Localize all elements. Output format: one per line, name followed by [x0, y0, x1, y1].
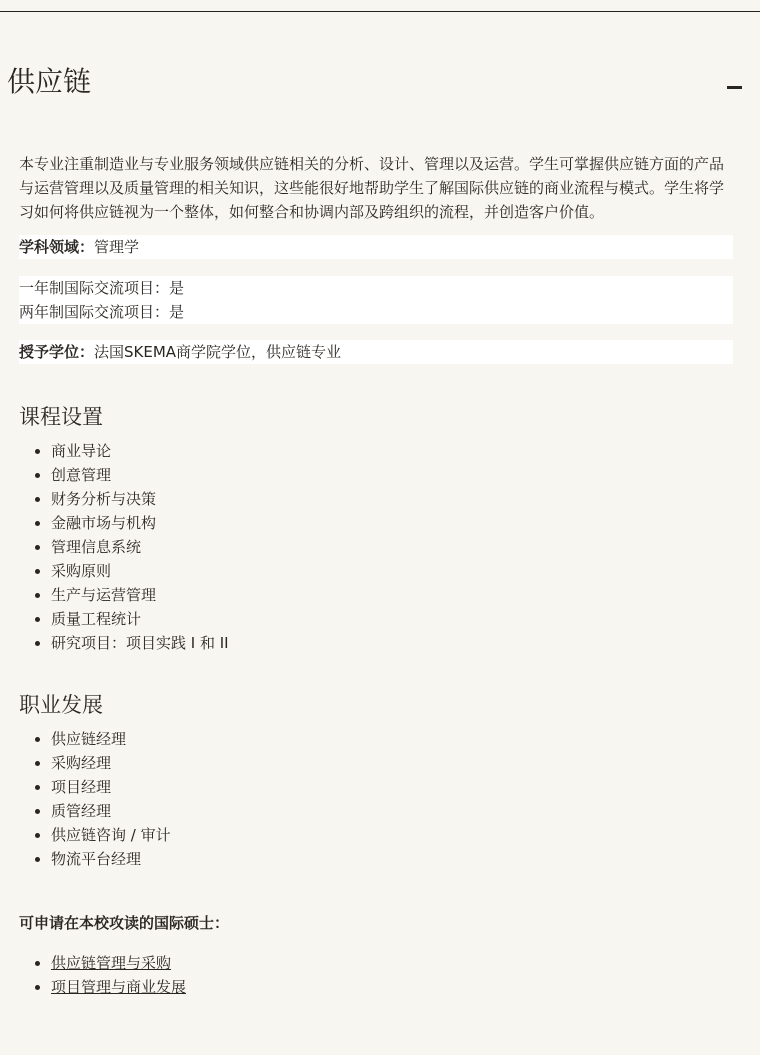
courses-list: [19, 439, 733, 655]
course-item: • 采购原则: [51, 559, 733, 583]
exchange-one-year: 一年制国际交流项目：是: [19, 279, 185, 297]
course-item: • 研究项目：项目实践 I 和 II: [51, 631, 733, 655]
degree-label: 授予学位：: [19, 343, 95, 361]
career-item: • 质管经理: [51, 799, 733, 823]
masters-link-project-management[interactable]: 项目管理与商业发展: [51, 978, 187, 996]
masters-list: [19, 951, 733, 999]
field-value: 管理学: [94, 238, 140, 256]
accordion-header[interactable]: [0, 56, 760, 108]
career-item: • 采购经理: [51, 751, 733, 775]
career-list: [19, 727, 733, 871]
program-description: 本专业注重制造业与专业服务领域供应链相关的分析、设计、管理以及运营。学生可掌握供应链方面的产品与运营管理以及质量管理的相关知识，这些能很好地帮助学生了解国际供应链的商业流程与模式。学生将学习如何将供应链视为一个整体，如何整合和协调内部及跨组织的流程，并创造客户价值。: [19, 155, 725, 221]
masters-list-item: [51, 975, 733, 999]
masters-label: 可申请在本校攻读的国际硕士：: [19, 914, 230, 932]
course-item: • 财务分析与决策: [51, 487, 733, 511]
masters-link-supply-chain[interactable]: 供应链管理与采购: [51, 954, 172, 972]
courses-heading: 课程设置: [19, 405, 103, 429]
collapse-icon[interactable]: [727, 86, 742, 89]
course-item: • 管理信息系统: [51, 535, 733, 559]
career-item: • 供应链经理: [51, 727, 733, 751]
field-label: 学科领域：: [19, 238, 95, 256]
course-item: • 生产与运营管理: [51, 583, 733, 607]
course-item: • 商业导论: [51, 439, 733, 463]
top-divider: [0, 11, 760, 12]
degree-value: 法国SKEMA商学院学位，供应链专业: [94, 343, 342, 361]
exchange-two-year: 两年制国际交流项目：是: [19, 303, 185, 321]
course-item: • 质量工程统计: [51, 607, 733, 631]
accordion-content: [19, 152, 733, 999]
exchange-info: [19, 276, 733, 324]
career-item: • 物流平台经理: [51, 847, 733, 871]
career-item: • 供应链咨询 / 审计: [51, 823, 733, 847]
career-heading: 职业发展: [19, 693, 103, 717]
masters-list-item: [51, 951, 733, 975]
career-item: • 项目经理: [51, 775, 733, 799]
course-item: • 创意管理: [51, 463, 733, 487]
field-info: [19, 235, 733, 259]
degree-info: [19, 340, 733, 364]
course-item: • 金融市场与机构: [51, 511, 733, 535]
section-title: 供应链: [7, 65, 92, 98]
